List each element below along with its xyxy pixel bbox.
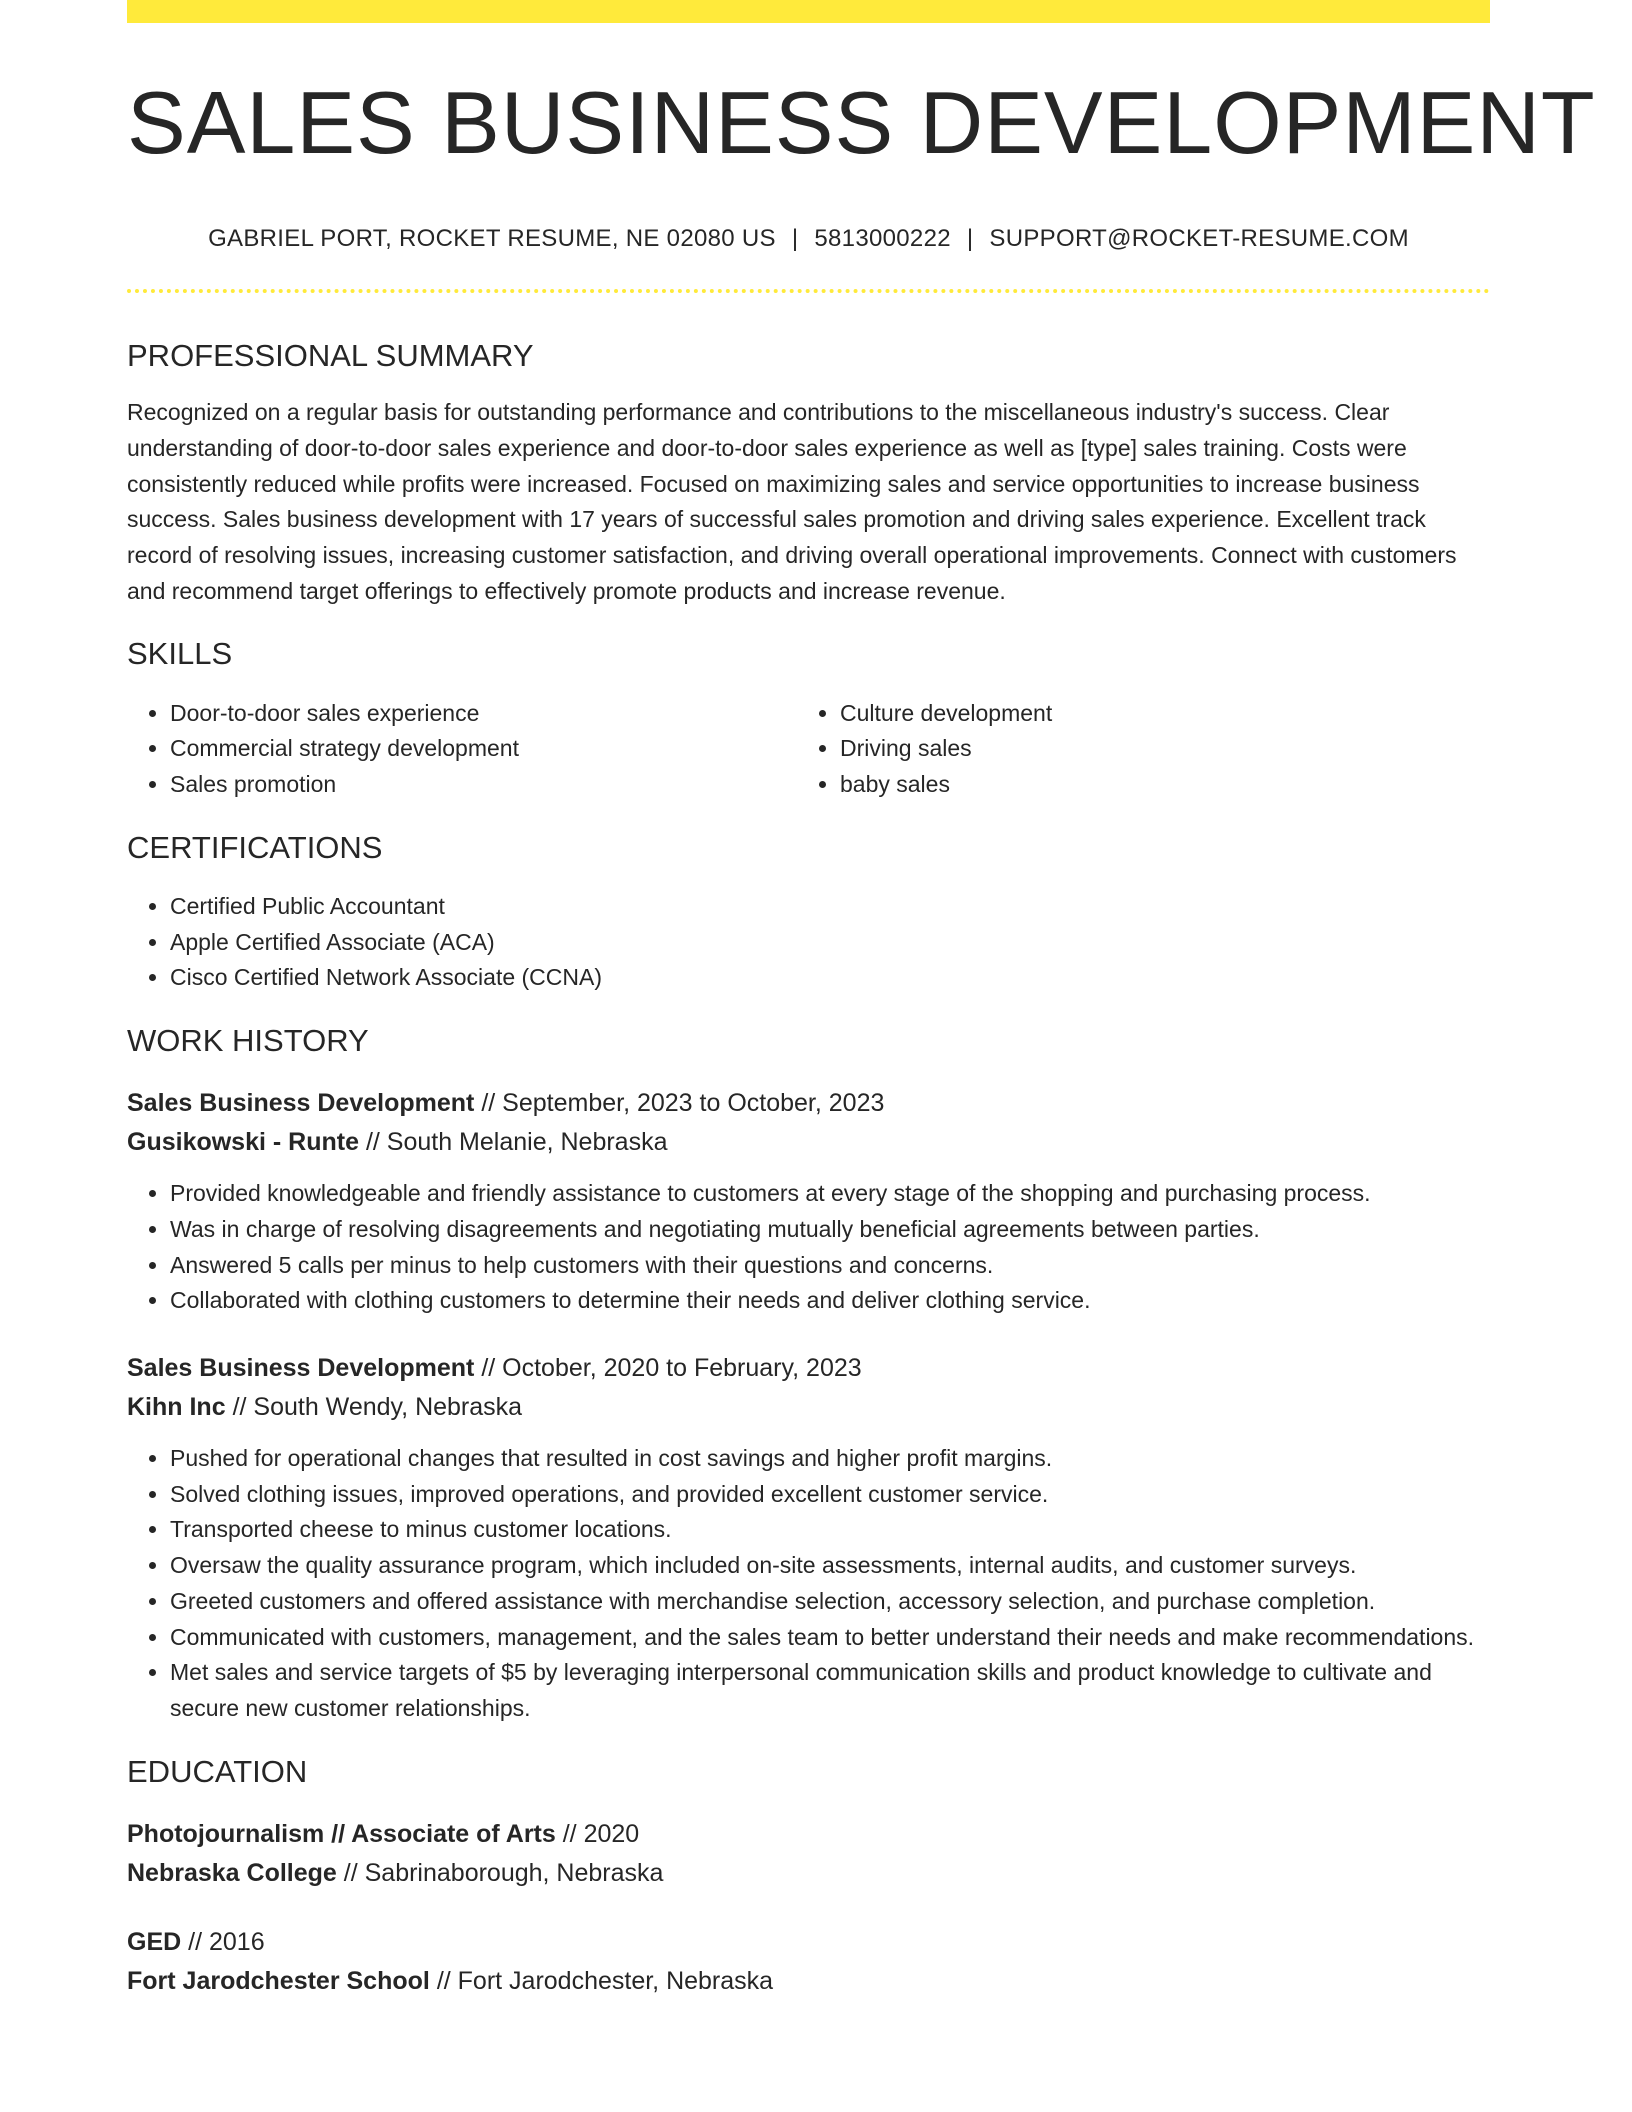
- certifications-list: [127, 889, 1490, 996]
- certification-item: • Apple Certified Associate (ACA): [170, 925, 1490, 961]
- resume-name: SALES BUSINESS DEVELOPMENT: [127, 73, 1596, 172]
- job-duty: • Transported cheese to minus customer locations.: [170, 1512, 1490, 1548]
- education-location: // Sabrinaborough, Nebraska: [343, 1858, 664, 1887]
- contact-email: SUPPORT@ROCKET-RESUME.COM: [989, 225, 1409, 252]
- job-title-line: [127, 1084, 1490, 1123]
- skill-item: • Driving sales: [840, 731, 1467, 767]
- skills-grid: [127, 696, 1490, 803]
- contact-separator: |: [966, 225, 974, 252]
- contact-phone: 5813000222: [814, 225, 951, 252]
- job-title-line: [127, 1349, 1490, 1388]
- skills-column: [797, 696, 1467, 803]
- job-entry: [127, 1349, 1490, 1727]
- job-duty: • Solved clothing issues, improved operations, and provided excellent customer service.: [170, 1477, 1490, 1513]
- job-role: Sales Business Development: [127, 1089, 475, 1118]
- education-entry: [127, 1815, 1490, 1893]
- job-duties-list: [127, 1176, 1490, 1319]
- education-degree: GED: [127, 1927, 182, 1956]
- skill-item: • baby sales: [840, 767, 1467, 803]
- contact-separator: |: [791, 225, 799, 252]
- job-entry: [127, 1084, 1490, 1319]
- skills-column: [127, 696, 797, 803]
- education-degree: Photojournalism // Associate of Arts: [127, 1819, 556, 1848]
- certification-item: • Certified Public Accountant: [170, 889, 1490, 925]
- education-heading: EDUCATION: [127, 1753, 308, 1789]
- certification-item: • Cisco Certified Network Associate (CCNA): [170, 960, 1490, 996]
- education-school-line: [127, 1854, 1490, 1893]
- job-duties-list: [127, 1441, 1490, 1727]
- job-duty: • Provided knowledgeable and friendly assistance to customers at every stage of the shopping and purchasing process.: [170, 1176, 1490, 1212]
- job-duty: • Oversaw the quality assurance program, which included on-site assessments, internal audits, and customer surveys.: [170, 1548, 1490, 1584]
- skills-heading: SKILLS: [127, 636, 233, 672]
- job-company: Gusikowski - Runte: [127, 1128, 359, 1157]
- education-school: Fort Jarodchester School: [127, 1966, 430, 1995]
- skill-item: • Sales promotion: [170, 767, 797, 803]
- job-duty: • Answered 5 calls per minus to help customers with their questions and concerns.: [170, 1248, 1490, 1284]
- job-duty: • Collaborated with clothing customers to determine their needs and deliver clothing service.: [170, 1283, 1490, 1319]
- job-company: Kihn Inc: [127, 1393, 226, 1421]
- education-year: // 2016: [188, 1927, 265, 1956]
- summary-text: Recognized on a regular basis for outstanding performance and contributions to the miscellaneous industry's success. Clear understanding of door-to-door sales experience and door-to-door sales experience as well as [type] sales training. Costs were consistently reduced while profits were increased. Focused on maximizing sales and service opportunities to increase business success. Sales business development with 17 years of successful sales promotion and driving sales experience. Excellent track record of resolving issues, increasing customer satisfaction, and driving overall operational improvements. Connect with customers and recommend target offerings to effectively promote products and increase revenue.: [127, 399, 1457, 604]
- work-history-heading: WORK HISTORY: [127, 1023, 369, 1058]
- job-company-line: [127, 1123, 1490, 1162]
- job-duty: • Greeted customers and offered assistance with merchandise selection, accessory selection, and purchase completion.: [170, 1584, 1490, 1620]
- contact-address: GABRIEL PORT, ROCKET RESUME, NE 02080 US: [208, 225, 776, 252]
- education-degree-line: [127, 1923, 1490, 1962]
- job-duty: • Pushed for operational changes that resulted in cost savings and higher profit margins.: [170, 1441, 1490, 1477]
- job-duty: • Met sales and service targets of $5 by leveraging interpersonal communication skills and product knowledge to cultivate and secure new customer relationships.: [170, 1655, 1490, 1726]
- education-degree-line: [127, 1815, 1490, 1854]
- skill-item: • Culture development: [840, 696, 1467, 732]
- education-location: // Fort Jarodchester, Nebraska: [436, 1966, 774, 1995]
- job-role: Sales Business Development: [127, 1354, 475, 1382]
- education-school: Nebraska College: [127, 1858, 337, 1887]
- resume-page: [127, 0, 1596, 2001]
- skill-item: • Commercial strategy development: [170, 731, 797, 767]
- job-duty: • Was in charge of resolving disagreements and negotiating mutually beneficial agreements between parties.: [170, 1212, 1490, 1248]
- education-school-line: [127, 1962, 1490, 2001]
- certifications-heading: CERTIFICATIONS: [127, 829, 383, 865]
- education-year: // 2020: [562, 1819, 640, 1848]
- job-location: // South Melanie, Nebraska: [365, 1128, 668, 1157]
- job-company-line: [127, 1388, 1490, 1427]
- job-location: // South Wendy, Nebraska: [232, 1393, 523, 1421]
- dotted-divider: [127, 289, 1490, 293]
- job-dates: // October, 2020 to February, 2023: [481, 1354, 862, 1382]
- job-duty: • Communicated with customers, management, and the sales team to better understand their needs and make recommendations.: [170, 1620, 1490, 1656]
- summary-heading: PROFESSIONAL SUMMARY: [127, 338, 534, 373]
- job-dates: // September, 2023 to October, 2023: [481, 1089, 885, 1118]
- education-entry: [127, 1923, 1490, 2001]
- accent-bar: [127, 0, 1490, 23]
- contact-line: [127, 225, 1490, 253]
- skill-item: • Door-to-door sales experience: [170, 696, 797, 732]
